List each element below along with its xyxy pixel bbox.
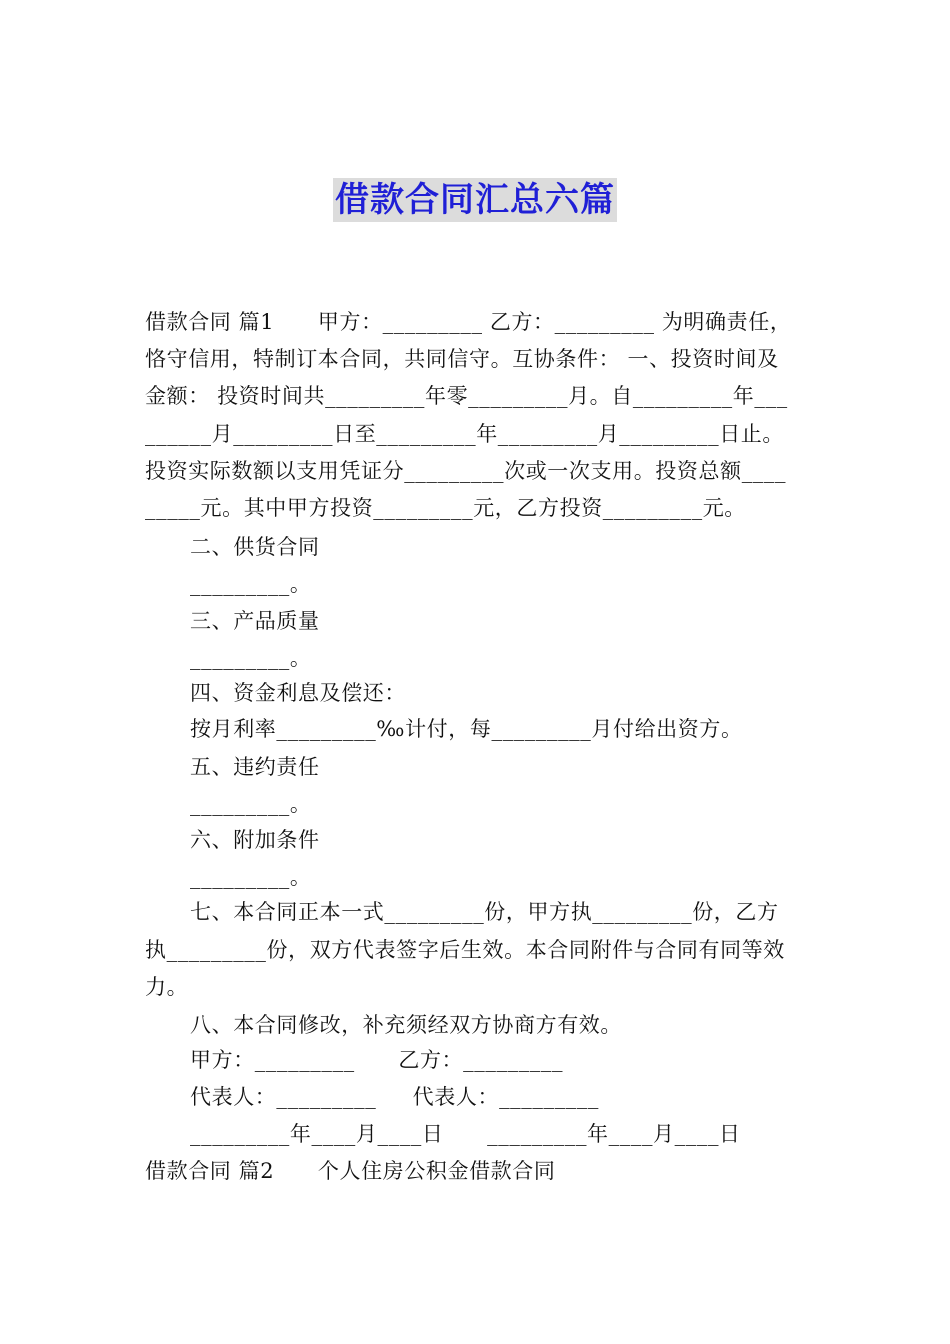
signature-line: 代表人：_________ 代表人：_________: [190, 1085, 599, 1109]
blank-line: _________。: [190, 646, 312, 670]
blank-line: _________。: [190, 792, 312, 816]
section-heading: 二、供货合同: [190, 535, 320, 559]
body-line: 借款合同 篇1 甲方：_________ 乙方：_________ 为明确责任，: [145, 310, 792, 334]
signature-line: 甲方：_________ 乙方：_________: [190, 1048, 564, 1072]
blank-line: _________。: [190, 572, 312, 596]
body-line: 按月利率_________‰计付，每_________月付给出资方。: [190, 717, 743, 741]
body-line: 执_________份，双方代表签字后生效。本合同附件与合同有同等效: [145, 938, 785, 962]
date-line: _________年____月____日 _________年____月____日: [190, 1122, 741, 1146]
body-line: ______月_________日至_________年_________月_________日止。: [145, 422, 784, 446]
section-heading: 四、资金利息及偿还：: [190, 681, 406, 705]
body-line: 八、本合同修改，补充须经双方协商方有效。: [190, 1013, 622, 1037]
body-line: 恪守信用，特制订本合同，共同信守。互协条件： 一、投资时间及: [145, 347, 779, 371]
section-heading: 六、附加条件: [190, 828, 320, 852]
section-heading: 五、违约责任: [190, 755, 320, 779]
body-line: 力。: [145, 975, 189, 999]
body-line: 金额： 投资时间共_________年零_________月。自_________年___: [145, 384, 788, 408]
section-heading: 借款合同 篇2 个人住房公积金借款合同: [145, 1159, 556, 1183]
body-line: 投资实际数额以支用凭证分_________次或一次支用。投资总额____: [145, 459, 787, 483]
document-title: 借款合同汇总六篇: [335, 180, 615, 220]
section-heading: 三、产品质量: [190, 609, 320, 633]
body-line: 七、本合同正本一式_________份，甲方执_________份，乙方: [190, 900, 779, 924]
blank-line: _________。: [190, 865, 312, 889]
title-container: [0, 178, 950, 222]
body-line: _____元。其中甲方投资_________元，乙方投资_________元。: [145, 496, 746, 520]
